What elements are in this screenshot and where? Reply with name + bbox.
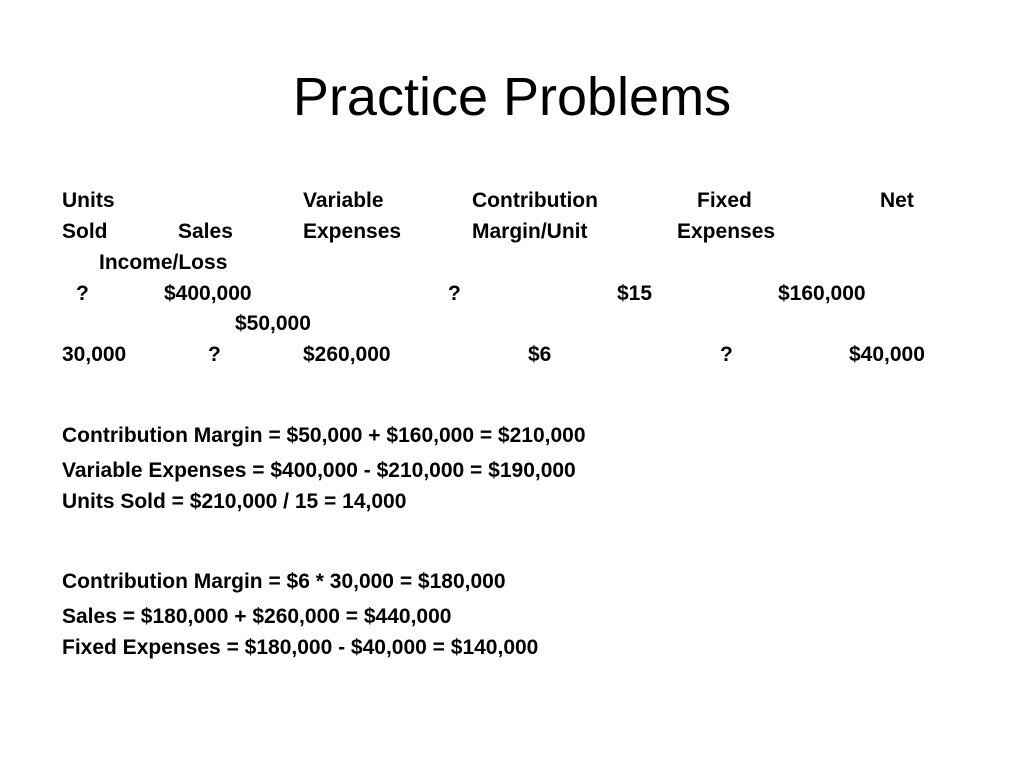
header-units-line2: Sold xyxy=(62,220,108,243)
solution2-line3: Fixed Expenses = $180,000 - $40,000 = $140,000 xyxy=(62,636,539,659)
header-net-line1: Net xyxy=(880,189,914,212)
row1-variable-expenses: ? xyxy=(448,282,461,305)
row2-variable-expenses: $260,000 xyxy=(303,343,391,366)
row1-sales: $400,000 xyxy=(164,282,252,305)
header-contribution-line1: Contribution xyxy=(472,189,598,212)
row2-contribution-margin: $6 xyxy=(528,343,552,366)
header-net-line2: Income/Loss xyxy=(99,251,228,274)
slide-title: Practice Problems xyxy=(292,67,732,127)
solution1-line2: Variable Expenses = $400,000 - $210,000 = $190,000 xyxy=(62,459,576,482)
solution2-line1: Contribution Margin = $6 * 30,000 = $180,000 xyxy=(62,570,506,593)
row2-fixed-expenses: ? xyxy=(720,343,733,366)
header-contribution-line2: Margin/Unit xyxy=(472,220,588,243)
row2-sales: ? xyxy=(208,343,221,366)
row1-net-income: $50,000 xyxy=(235,312,311,335)
row2-units-sold: 30,000 xyxy=(62,343,127,366)
row1-contribution-margin: $15 xyxy=(617,282,653,305)
header-variable-line1: Variable xyxy=(303,189,384,212)
solution1-line1: Contribution Margin = $50,000 + $160,000 = $210,000 xyxy=(62,424,586,447)
header-fixed-line1: Fixed xyxy=(697,189,752,212)
row2-net-income: $40,000 xyxy=(849,343,925,366)
header-sales: Sales xyxy=(178,220,233,243)
solution1-line3: Units Sold = $210,000 / 15 = 14,000 xyxy=(62,490,407,513)
header-fixed-line2: Expenses xyxy=(677,220,776,243)
solution2-line2: Sales = $180,000 + $260,000 = $440,000 xyxy=(62,605,452,628)
header-units-line1: Units xyxy=(62,189,115,212)
row1-units-sold: ? xyxy=(76,282,89,305)
header-variable-line2: Expenses xyxy=(303,220,402,243)
row1-fixed-expenses: $160,000 xyxy=(778,282,866,305)
